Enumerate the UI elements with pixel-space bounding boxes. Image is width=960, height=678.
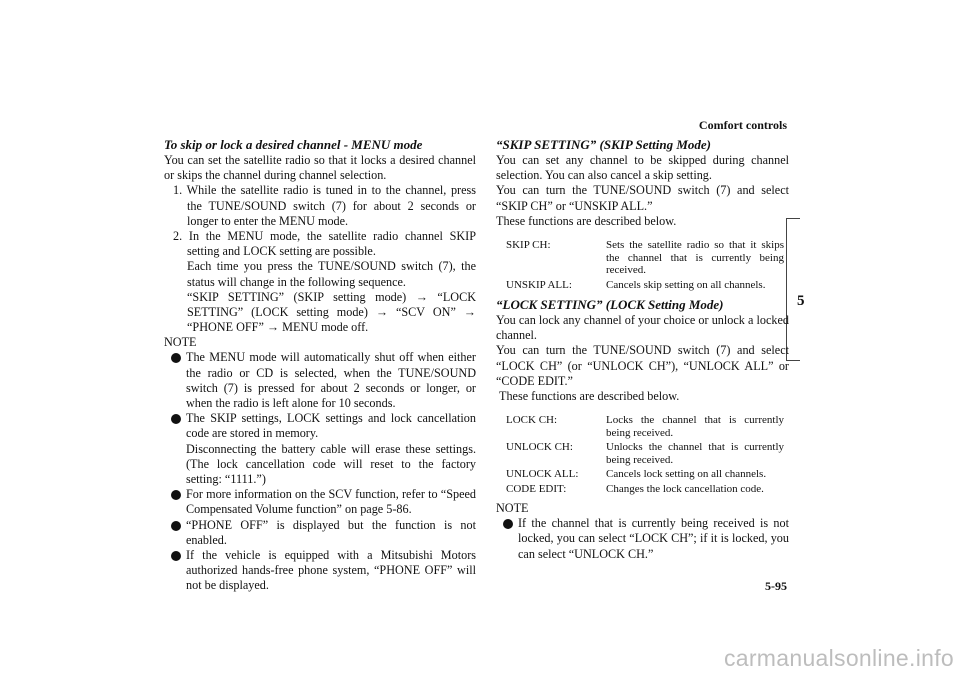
skip-paragraph-1: You can set any channel to be skipped during channel selection. You can also cancel a skip setting. (496, 153, 789, 183)
skip-paragraph-3: These functions are described below. (496, 213, 677, 228)
step-detail: Each time you press the TUNE/SOUND switch (7), the status will change in the following sequence. (187, 259, 476, 289)
lock-definition-table (506, 414, 784, 495)
note-list (164, 350, 476, 593)
left-column (164, 137, 476, 594)
section-heading-lock-setting: “LOCK SETTING” (LOCK Setting Mode) (496, 297, 724, 313)
bullet-icon (171, 551, 181, 561)
definition-term: SKIP CH: (506, 239, 551, 252)
step-sequence: “SKIP SETTING” (SKIP setting mode) → “LOCK SETTING” (LOCK setting mode) → “SCV ON” → “PHONE OFF” → MENU mode off. (187, 289, 476, 335)
step-number: 2. (173, 229, 183, 244)
lock-paragraph-2: You can turn the TUNE/SOUND switch (7) and select “LOCK CH” (or “UNLOCK CH”), “UNLOCK ALL” or “CODE EDIT.” (496, 343, 789, 388)
note-text: “PHONE OFF” is displayed but the function is not enabled. (186, 517, 476, 547)
section-heading-menu-mode: To skip or lock a desired channel - MENU mode (164, 137, 423, 152)
definition-row (506, 441, 784, 466)
definition-term: UNLOCK CH: (506, 441, 573, 454)
definition-description: Cancels skip setting on all channels. (606, 278, 766, 291)
page-number: 5-95 (765, 579, 787, 593)
step-number: 1. (173, 183, 183, 198)
definition-row (506, 279, 784, 292)
definition-description: Cancels lock setting on all channels. (606, 468, 767, 481)
definition-description: Changes the lock cancellation code. (606, 482, 764, 495)
note-text: If the channel that is currently being received is not locked, you can select “LOCK CH”; if it is locked, you can select “UNLOCK CH.” (518, 516, 789, 561)
step-text: In the MENU mode, the satellite radio channel SKIP setting and LOCK setting are possible. (187, 229, 477, 259)
definition-term: CODE EDIT: (506, 482, 567, 495)
note-text: The SKIP settings, LOCK settings and lock cancellation code are stored in memory. (186, 411, 476, 441)
bullet-icon (171, 353, 181, 363)
section-heading-skip-setting: “SKIP SETTING” (SKIP Setting Mode) (496, 137, 712, 152)
definition-description: Unlocks the channel that is currently being received. (606, 441, 784, 466)
step-item (164, 229, 476, 335)
step-list (164, 183, 476, 335)
chapter-tab-number: 5 (797, 293, 805, 309)
step-text: While the satellite radio is tuned in to the channel, press the TUNE/SOUND switch (7) for about 2 seconds or longer to enter the MENU mode. (186, 183, 477, 228)
note-item (164, 548, 476, 594)
bullet-icon (171, 521, 181, 531)
lock-paragraph-3: These functions are described below. (499, 389, 680, 404)
definition-term: UNLOCK ALL: (506, 468, 579, 481)
definition-row (506, 239, 784, 277)
right-column (496, 137, 789, 562)
note-item (164, 487, 476, 517)
bullet-icon (171, 414, 181, 424)
definition-row (506, 483, 784, 496)
note-label: NOTE (496, 501, 529, 516)
note-list (496, 516, 789, 562)
skip-definition-table (506, 239, 784, 291)
bullet-icon (171, 490, 181, 500)
lock-paragraph-1: You can lock any channel of your choice or unlock a locked channel. (496, 313, 789, 343)
definition-description: Sets the satellite radio so that it skips the channel that is currently being received. (606, 239, 784, 277)
definition-description: Locks the channel that is currently being received. (606, 414, 784, 439)
bullet-icon (503, 519, 513, 529)
definition-term: LOCK CH: (506, 414, 558, 427)
definition-row (506, 414, 784, 439)
intro-paragraph: You can set the satellite radio so that it locks a desired channel or skips the channel during channel selection. (164, 153, 476, 183)
note-text: If the vehicle is equipped with a Mitsubishi Motors authorized hands-free phone system, “PHONE OFF” will not be displayed. (186, 548, 476, 593)
note-label: NOTE (164, 335, 197, 350)
note-text: For more information on the SCV function, refer to “Speed Compensated Volume function” on page 5-86. (186, 487, 476, 517)
note-item (164, 411, 476, 487)
definition-row (506, 468, 784, 481)
note-subtext: Disconnecting the battery cable will erase these settings. (The lock cancellation code will reset to the factory setting: “1111.”) (186, 441, 476, 487)
note-item (496, 516, 789, 562)
definition-term: UNSKIP ALL: (506, 278, 572, 291)
skip-paragraph-2: You can turn the TUNE/SOUND switch (7) and select “SKIP CH” or “UNSKIP ALL.” (496, 183, 789, 213)
step-item (164, 183, 476, 229)
note-item (164, 518, 476, 548)
note-item (164, 350, 476, 411)
watermark: carmanualsonline.info (723, 645, 954, 671)
section-title: Comfort controls (698, 118, 787, 132)
note-text: The MENU mode will automatically shut off when either the radio or CD is selected, when the TUNE/SOUND switch (7) is pressed for about 2 seconds or longer, or when the radio is left alone for 10 seconds. (186, 350, 476, 411)
